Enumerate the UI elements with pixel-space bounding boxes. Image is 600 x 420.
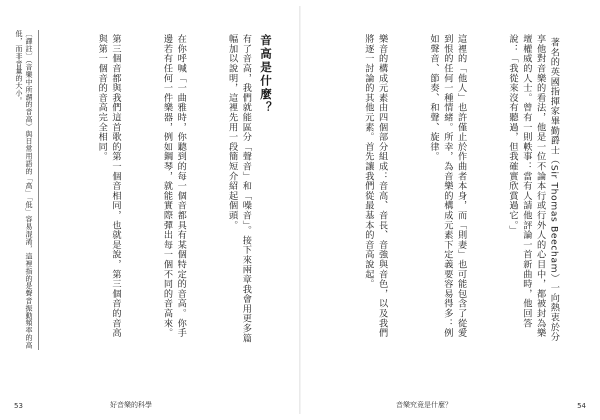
paragraph: 在你呼喊「一曲雅時，你聽到的每一個音都具有某個特定的音高。你手邊若有任何一件樂器，例如鋼琴，就能實際彈出每一個不同的音高來。 — [161, 34, 187, 338]
running-title-right: 音樂究竟是什麼？ — [396, 401, 452, 409]
page-number-left: 53 — [14, 402, 23, 410]
paragraph: 第三個音都與我們這首歌的第一個音相同，也就是說，第三個音的音高與第一個音的音高完全相同。 — [96, 34, 122, 338]
paragraph: 這裡的「他人」也許僅止於作曲者本身，而「則妻」也可能包含了從愛到恨的任何一種情緒。所幸，為音樂的構成元素下定義要容易得多：例如聲音、節奏、和聲、旋律。 — [428, 34, 467, 338]
translator-note: 〔譯註〕（音樂中所謂的音高）與日常用語的「高」「低」容易混淆，這裡指的是聲音振動頻率的高低，而非音量的大小。 — [15, 30, 33, 349]
right-body-text — [360, 34, 588, 346]
paragraph: 有了音高，我們就能區分「聲音」和「噪音」。接下來兩章我會用更多篇幅加以說明，這裡先用一段簡短介紹起個頭。 — [226, 34, 252, 343]
footnote-divider — [38, 30, 39, 350]
running-title-left: 好音樂的科學 — [110, 401, 152, 409]
paragraph: 著名的英國指揮家畢勤爵士（Sir Thomas Beecham）一向熱衷於分享他對音樂的看法，他是一位不論本行或行外人的心目中，都被封為樂壇權威的人士。曾有一則軼事：當有人請他評論一首新曲時，他回答說：「我從來沒有聽過，但我確實欣賞過它。」 — [507, 34, 560, 342]
right-page — [300, 0, 600, 420]
left-body-text — [64, 34, 280, 346]
paragraph: 樂音的構成元素由四個部分組成：音高、音長、音強與音色，以及我們將逐一討論的其他元素。首先讓我們從最基本的音高說起。 — [362, 34, 388, 338]
page-number-right: 54 — [577, 402, 586, 410]
section-heading: 音高是什麼？ — [259, 34, 273, 115]
